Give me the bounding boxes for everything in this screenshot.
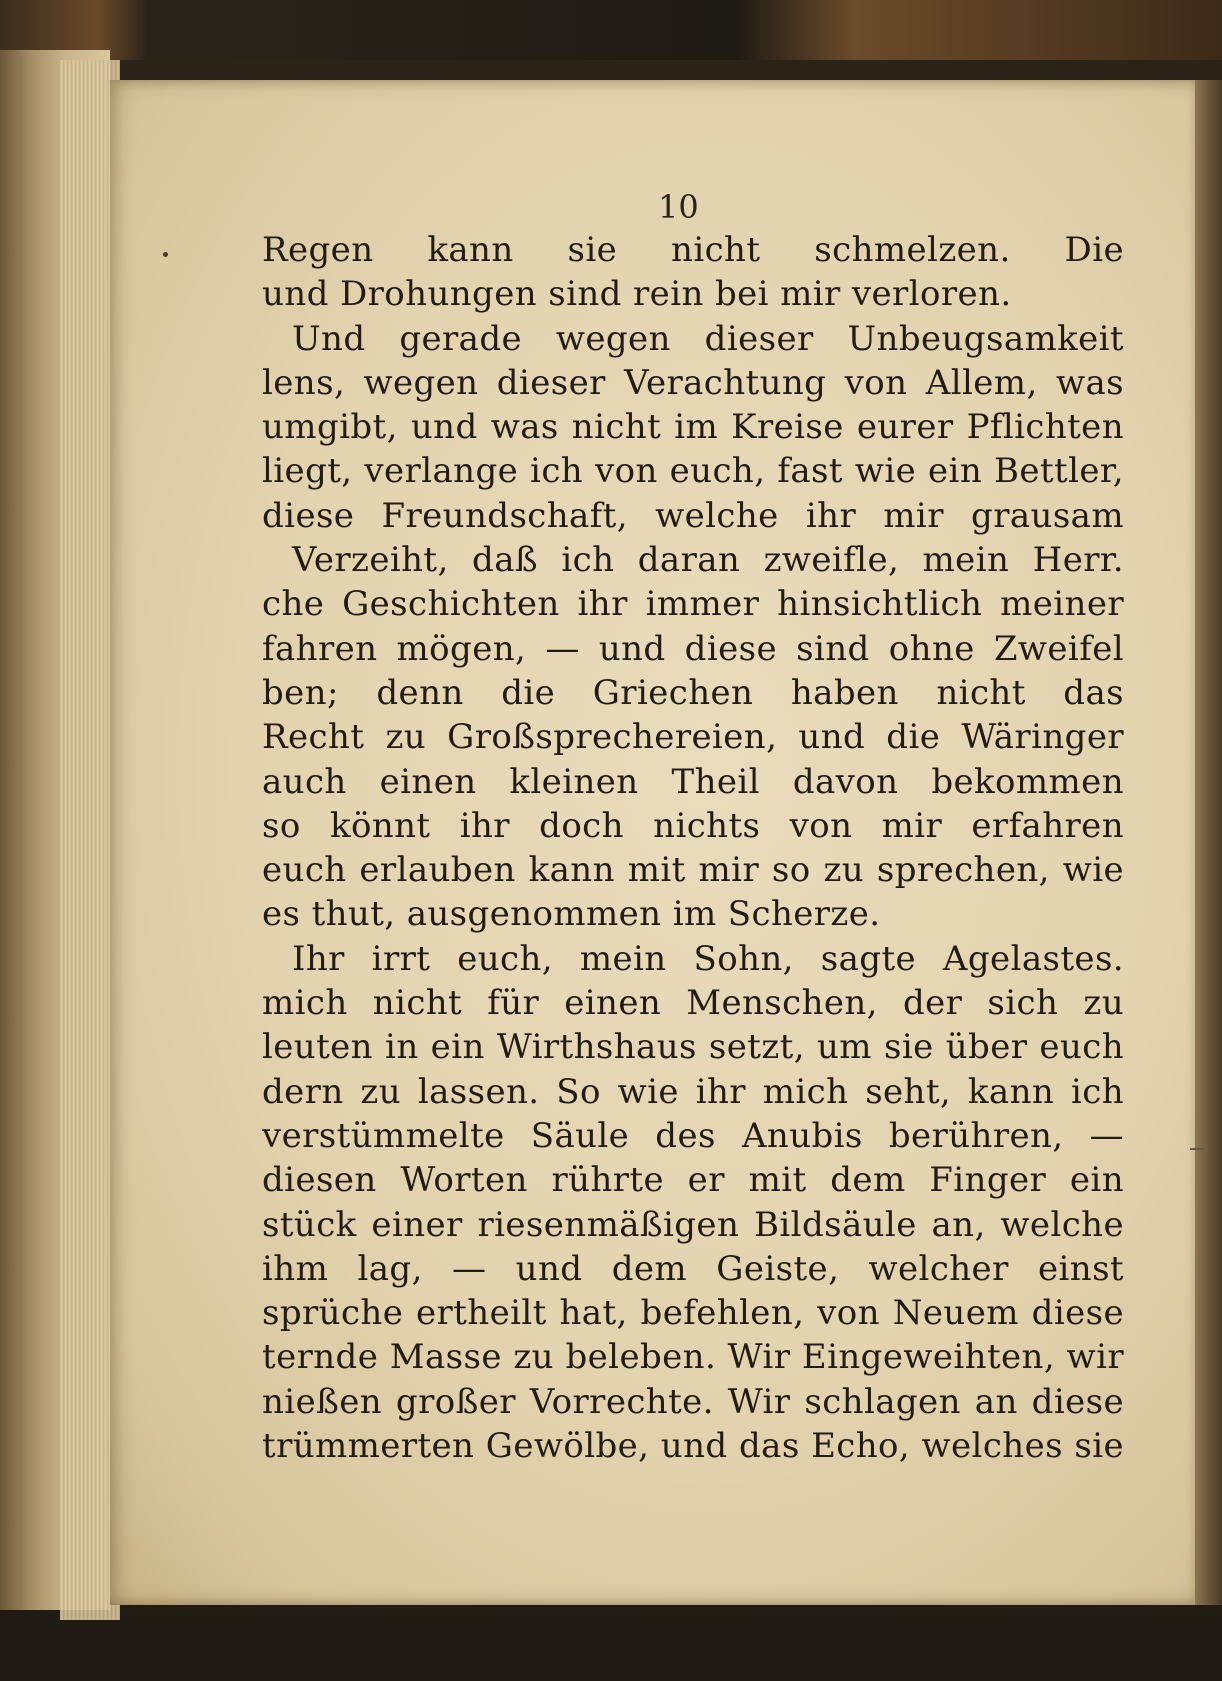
margin-mark	[163, 252, 168, 257]
text-line: nießen großer Vorrechte. Wir schlagen an diese	[262, 1381, 1124, 1422]
text-line: fahren mögen, — und diese sind ohne Zweifel	[262, 628, 1124, 669]
text-line: mich nicht für einen Menschen, der sich zu	[262, 983, 1124, 1024]
text-line: sprüche ertheilt hat, befehlen, von Neuem diese	[262, 1293, 1124, 1334]
text-line: ihm lag, — und dem Geiste, welcher einst	[262, 1248, 1124, 1289]
text-line: und Drohungen sind rein bei mir verloren.	[262, 274, 1012, 315]
text-line: auch einen kleinen Theil davon bekommen	[262, 761, 1124, 802]
text-line: verstümmelte Säule des Anubis berühren, —	[262, 1115, 1124, 1156]
text-line: Recht zu Großsprechereien, und die Wäringer	[262, 717, 1124, 758]
text-line: liegt, verlange ich von euch, fast wie ein Bettler,	[262, 451, 1124, 492]
text-line: Verzeiht, daß ich daran zweifle, mein Herr.	[292, 540, 1124, 581]
text-line: leuten in ein Wirthshaus setzt, um sie über euch	[262, 1027, 1124, 1068]
text-line: es thut, ausgenommen im Scherze.	[262, 894, 881, 935]
text-line: so könnt ihr doch nichts von mir erfahren	[262, 805, 1124, 846]
text-line: Ihr irrt euch, mein Sohn, sagte Agelastes.	[292, 938, 1124, 979]
text-line: che Geschichten ihr immer hinsichtlich meiner	[262, 584, 1124, 625]
text-line: Regen kann sie nicht schmelzen. Die	[262, 230, 1124, 270]
text-line: lens, wegen dieser Verachtung von Allem, was	[262, 362, 1124, 403]
text-line: ben; denn die Griechen haben nicht das	[262, 672, 1124, 713]
text-line: Und gerade wegen dieser Unbeugsamkeit	[292, 318, 1124, 359]
text-line: dern zu lassen. So wie ihr mich seht, kann ich	[262, 1071, 1124, 1112]
book-right-edge	[1195, 80, 1222, 1605]
text-line: umgibt, und was nicht im Kreise eurer Pflichten	[262, 407, 1124, 448]
text-line: euch erlauben kann mit mir so zu sprechen, wie	[262, 850, 1124, 891]
page-number: 10	[658, 188, 699, 226]
text-line: trümmerten Gewölbe, und das Echo, welches sie	[262, 1426, 1124, 1467]
binding-top-strip	[0, 0, 1222, 60]
body-text	[262, 228, 1124, 1468]
text-line: diesen Worten rührte er mit dem Finger ein	[262, 1160, 1124, 1201]
text-line: diese Freundschaft, welche ihr mir grausam	[262, 495, 1124, 536]
text-line: stück einer riesenmäßigen Bildsäule an, welche	[262, 1204, 1124, 1245]
margin-mark	[1190, 1148, 1204, 1150]
text-line: ternde Masse zu beleben. Wir Eingeweihten, wir	[262, 1337, 1124, 1378]
